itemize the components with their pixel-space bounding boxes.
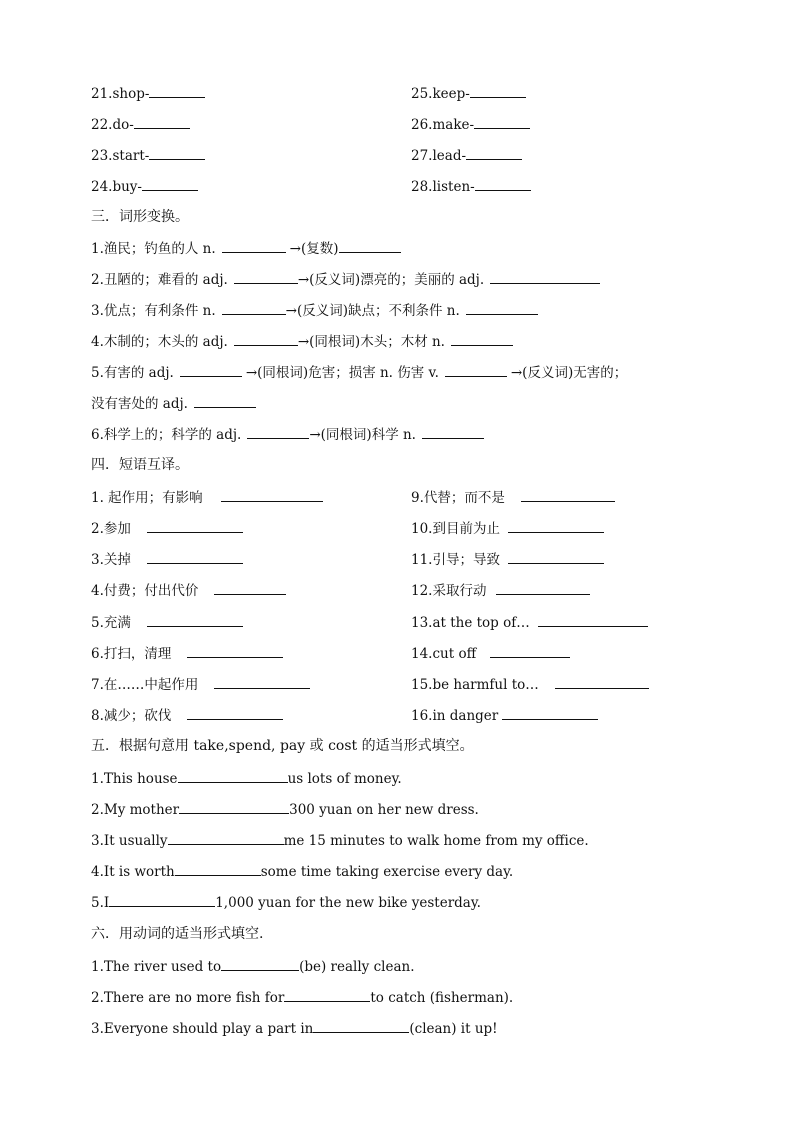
s5-q2	[91, 800, 479, 819]
s3-q3-blank1[interactable]	[222, 301, 286, 315]
s4-item-1-blank[interactable]	[221, 488, 323, 502]
s5-q5-blank[interactable]	[109, 893, 215, 907]
s5-q3	[91, 831, 589, 850]
s4-item-5-label: 5.充满	[91, 615, 131, 631]
s4-item-2-label: 2.参加	[91, 521, 131, 537]
s3-q1-blank2[interactable]	[339, 239, 401, 253]
item-27	[411, 146, 522, 165]
s4-item-16	[411, 706, 598, 725]
item-25-label: 25.keep-	[411, 86, 470, 102]
s5-q3-start: 3.It usually	[91, 833, 168, 849]
s3-q5-cont-prompt: 没有害处的 adj.	[91, 396, 188, 412]
section5-heading: 五．根据句意用 take,spend, pay 或 cost 的适当形式填空。	[91, 738, 474, 754]
s4-item-6-label: 6.打扫，清理	[91, 646, 172, 662]
s6-q3-end: (clean) it up!	[409, 1021, 498, 1037]
s3-q2-blank2[interactable]	[490, 270, 600, 284]
s3-q1-mid: →(复数)	[289, 241, 339, 257]
s3-q3-blank2[interactable]	[466, 301, 538, 315]
s6-q2-end: to catch (fisherman).	[370, 990, 514, 1006]
s5-q1-start: 1.This house	[91, 771, 178, 787]
s4-item-11-blank[interactable]	[508, 550, 604, 564]
blank-26[interactable]	[474, 115, 530, 129]
s3-q6-prompt: 6.科学上的；科学的 adj.	[91, 427, 242, 443]
section4-heading: 四．短语互译。	[91, 457, 189, 473]
s4-item-16-blank[interactable]	[502, 706, 598, 720]
item-21-label: 21.shop-	[91, 86, 150, 102]
s6-q1	[91, 957, 415, 976]
blank-22[interactable]	[134, 115, 190, 129]
s3-q2-prompt: 2.丑陋的；难看的 adj.	[91, 272, 228, 288]
s5-q1-blank[interactable]	[178, 769, 288, 783]
item-26-label: 26.make-	[411, 117, 475, 133]
s5-q2-end: 300 yuan on her new dress.	[289, 802, 479, 818]
s3-q5-end: →(反义词)无害的；	[510, 365, 628, 381]
s4-item-10	[411, 519, 604, 538]
s6-q3-start: 3.Everyone should play a part in	[91, 1021, 314, 1037]
item-23	[91, 146, 205, 165]
blank-24[interactable]	[142, 177, 198, 191]
s4-item-15	[411, 675, 649, 694]
s3-q5-blank2[interactable]	[445, 363, 507, 377]
s3-q4-blank1[interactable]	[234, 332, 298, 346]
s4-item-7-label: 7.在……中起作用	[91, 677, 199, 693]
s4-item-8-blank[interactable]	[187, 706, 283, 720]
item-23-label: 23.start-	[91, 148, 150, 164]
item-21	[91, 84, 205, 103]
s3-q2-mid: →(反义词)漂亮的；美丽的 adj.	[297, 272, 485, 288]
s3-q4-prompt: 4.木制的；木头的 adj.	[91, 334, 228, 350]
s4-item-5	[91, 613, 243, 632]
s6-q2-blank[interactable]	[284, 988, 370, 1002]
s4-item-3-label: 3.关掉	[91, 552, 131, 568]
item-24-label: 24.buy-	[91, 179, 142, 195]
s3-q5-blank3[interactable]	[194, 394, 256, 408]
blank-23[interactable]	[149, 146, 205, 160]
s3-q5-mid: →(同根词)危害；损害 n. 伤害 v.	[245, 365, 439, 381]
s4-item-3-blank[interactable]	[147, 550, 243, 564]
s4-item-15-blank[interactable]	[555, 675, 649, 689]
s5-q3-blank[interactable]	[168, 831, 284, 845]
s3-q6-blank2[interactable]	[422, 425, 484, 439]
s4-item-4-label: 4.付费；付出代价	[91, 583, 199, 599]
s4-item-13-label: 13.at the top of…	[411, 615, 530, 631]
s5-q5-start: 5.I	[91, 895, 110, 911]
s6-q1-end: (be) really clean.	[299, 959, 415, 975]
s3-q3-mid: →(反义词)缺点；不利条件 n.	[285, 303, 460, 319]
s5-q4-start: 4.It is worth	[91, 864, 175, 880]
s4-item-9-label: 9.代替；而不是	[411, 490, 505, 506]
s4-item-3	[91, 550, 243, 569]
s4-item-4	[91, 581, 286, 600]
s4-item-11	[411, 550, 604, 569]
s4-item-5-blank[interactable]	[147, 613, 243, 627]
s3-q5-blank1[interactable]	[180, 363, 242, 377]
item-22-label: 22.do-	[91, 117, 134, 133]
s4-item-9	[411, 488, 615, 507]
s4-item-13-blank[interactable]	[538, 613, 648, 627]
s6-q2-start: 2.There are no more fish for	[91, 990, 285, 1006]
s3-q3	[91, 301, 538, 320]
s5-q4-blank[interactable]	[175, 862, 261, 876]
s4-item-2	[91, 519, 243, 538]
s4-item-7-blank[interactable]	[214, 675, 310, 689]
s4-item-8	[91, 706, 283, 725]
s5-q3-end: me 15 minutes to walk home from my office.	[283, 833, 589, 849]
s4-item-14-blank[interactable]	[490, 644, 570, 658]
s4-item-9-blank[interactable]	[521, 488, 615, 502]
s5-q5-end: 1,000 yuan for the new bike yesterday.	[215, 895, 481, 911]
s3-q1-prompt: 1.渔民；钓鱼的人 n.	[91, 241, 216, 257]
item-28-label: 28.listen-	[411, 179, 475, 195]
s4-item-11-label: 11.引导；导致	[411, 552, 500, 568]
s4-item-14-label: 14.cut off	[411, 646, 477, 662]
s3-q3-prompt: 3.优点；有利条件 n.	[91, 303, 216, 319]
s4-item-4-blank[interactable]	[214, 581, 286, 595]
s4-item-8-label: 8.减少；砍伐	[91, 708, 172, 724]
s4-item-15-label: 15.be harmful to…	[411, 677, 539, 693]
item-26	[411, 115, 530, 134]
s3-q1	[91, 239, 401, 258]
s4-item-10-label: 10.到目前为止	[411, 521, 500, 537]
item-24	[91, 177, 198, 196]
s4-item-14	[411, 644, 570, 663]
s6-q2	[91, 988, 513, 1007]
s5-q4	[91, 862, 513, 881]
s6-q1-start: 1.The river used to	[91, 959, 222, 975]
s4-item-2-blank[interactable]	[147, 519, 243, 533]
item-25	[411, 84, 526, 103]
blank-21[interactable]	[149, 84, 205, 98]
item-28	[411, 177, 531, 196]
s4-item-6-blank[interactable]	[187, 644, 283, 658]
item-22	[91, 115, 190, 134]
s3-q5-prompt: 5.有害的 adj.	[91, 365, 174, 381]
s4-item-12-blank[interactable]	[496, 581, 590, 595]
s5-q2-blank[interactable]	[179, 800, 289, 814]
item-27-label: 27.lead-	[411, 148, 467, 164]
blank-27[interactable]	[466, 146, 522, 160]
s6-q3-blank[interactable]	[313, 1019, 409, 1033]
blank-25[interactable]	[470, 84, 526, 98]
s3-q5	[91, 363, 627, 382]
s3-q6	[91, 425, 484, 444]
s4-item-1-label: 1. 起作用；有影响	[91, 490, 203, 506]
s4-item-6	[91, 644, 283, 663]
s4-item-16-label: 16.in danger	[411, 708, 499, 724]
s5-q1	[91, 769, 402, 788]
section6-heading: 六．用动词的适当形式填空.	[91, 926, 264, 942]
s3-q2	[91, 270, 600, 289]
section3-heading: 三．词形变换。	[91, 209, 189, 225]
s3-q1-blank1[interactable]	[222, 239, 286, 253]
s5-q4-end: some time taking exercise every day.	[260, 864, 514, 880]
s3-q4-mid: →(同根词)木头；木材 n.	[297, 334, 445, 350]
s3-q4	[91, 332, 513, 351]
s5-q1-end: us lots of money.	[287, 771, 402, 787]
s4-item-13	[411, 613, 648, 632]
s3-q5-cont	[91, 394, 256, 413]
s5-q5	[91, 893, 481, 912]
s4-item-12-label: 12.采取行动	[411, 583, 487, 599]
s4-item-12	[411, 581, 590, 600]
s6-q3	[91, 1019, 498, 1038]
s3-q6-mid: →(同根词)科学 n.	[309, 427, 416, 443]
s3-q4-blank2[interactable]	[451, 332, 513, 346]
s3-q6-blank1[interactable]	[247, 425, 309, 439]
s6-q1-blank[interactable]	[221, 957, 299, 971]
s4-item-1	[91, 488, 323, 507]
blank-28[interactable]	[475, 177, 531, 191]
s3-q2-blank1[interactable]	[234, 270, 298, 284]
s5-q2-start: 2.My mother	[91, 802, 180, 818]
s4-item-10-blank[interactable]	[508, 519, 604, 533]
s4-item-7	[91, 675, 310, 694]
